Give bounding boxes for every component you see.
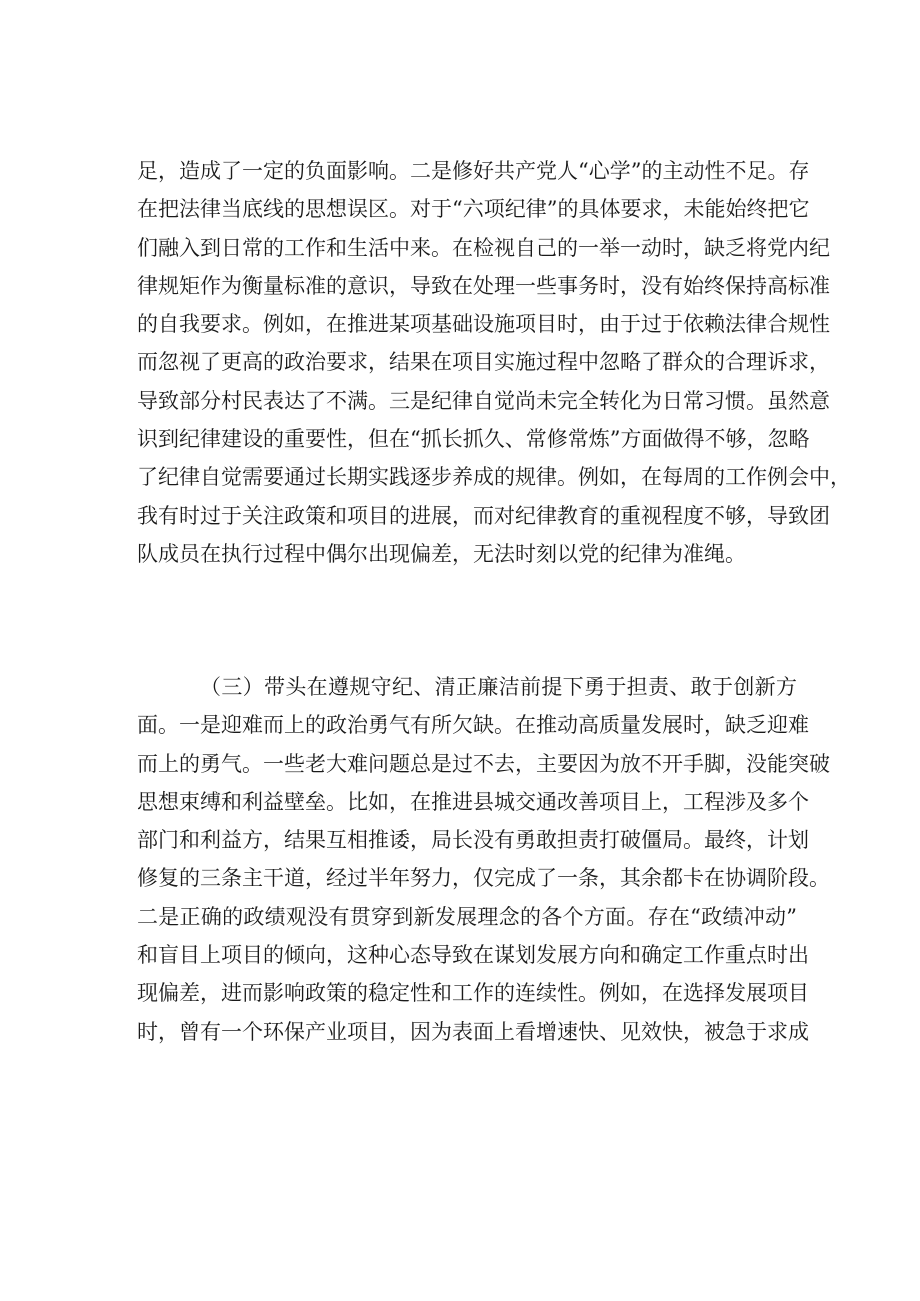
text-line: 队成员在执行过程中偶尔出现偏差，无法时刻以党的纪律为准绳。 — [137, 541, 746, 566]
text-line: 部门和利益方，结果互相推诿，局长没有勇敢担责打破僵局。最终，计划 — [137, 828, 809, 853]
text-line: 导致部分村民表达了不满。三是纪律自觉尚未完全转化为日常习惯。虽然意 — [137, 388, 830, 413]
paragraph-section-three — [137, 668, 830, 1051]
text-line: 足，造成了一定的负面影响。二是修好共产党人“心学”的主动性不足。存 — [137, 159, 810, 183]
text-line: 而上的勇气。一些老大难问题总是过不去，主要因为放不开手脚，没能突破 — [137, 751, 830, 776]
text-line: 二是正确的政绩观没有贯穿到新发展理念的各个方面。存在“政绩冲动” — [137, 904, 797, 929]
text-line: 了纪律自觉需要通过长期实践逐步养成的规律。例如，在每周的工作例会中， — [137, 465, 851, 490]
text-line: 们融入到日常的工作和生活中来。在检视自己的一举一动时，缺乏将党内纪 — [137, 235, 830, 260]
text-line: 现偏差，进而影响政策的稳定性和工作的连续性。例如，在选择发展项目 — [137, 981, 809, 1006]
text-line: 在把法律当底线的思想误区。对于“六项纪律”的具体要求，未能始终把它 — [137, 197, 810, 222]
text-line: 修复的三条主干道，经过半年努力，仅完成了一条，其余都卡在协调阶段。 — [137, 866, 830, 891]
section-heading-line: （三）带头在遵规守纪、清正廉洁前提下勇于担责、敢于创新方 — [200, 675, 797, 699]
text-line: 而忽视了更高的政治要求，结果在项目实施过程中忽略了群众的合理诉求， — [137, 350, 830, 375]
text-line: 律规矩作为衡量标准的意识，导致在处理一些事务时，没有始终保持高标准 — [137, 273, 830, 298]
text-line: 和盲目上项目的倾向，这种心态导致在谋划发展方向和确定工作重点时出 — [137, 943, 809, 968]
text-line: 思想束缚和利益壁垒。比如，在推进县城交通改善项目上，工程涉及多个 — [137, 789, 809, 814]
text-line: 面。一是迎难而上的政治勇气有所欠缺。在推动高质量发展时，缺乏迎难 — [137, 713, 809, 738]
text-line: 的自我要求。例如，在推进某项基础设施项目时，由于过于依赖法律合规性 — [137, 312, 830, 337]
text-line: 时，曾有一个环保产业项目，因为表面上看增速快、见效快，被急于求成 — [137, 1019, 809, 1044]
text-line: 识到纪律建设的重要性，但在“抓长抓久、常修常炼”方面做得不够，忽略 — [137, 427, 810, 452]
paragraph-discipline — [137, 152, 851, 573]
text-line: 我有时过于关注政策和项目的进展，而对纪律教育的重视程度不够，导致团 — [137, 503, 830, 528]
